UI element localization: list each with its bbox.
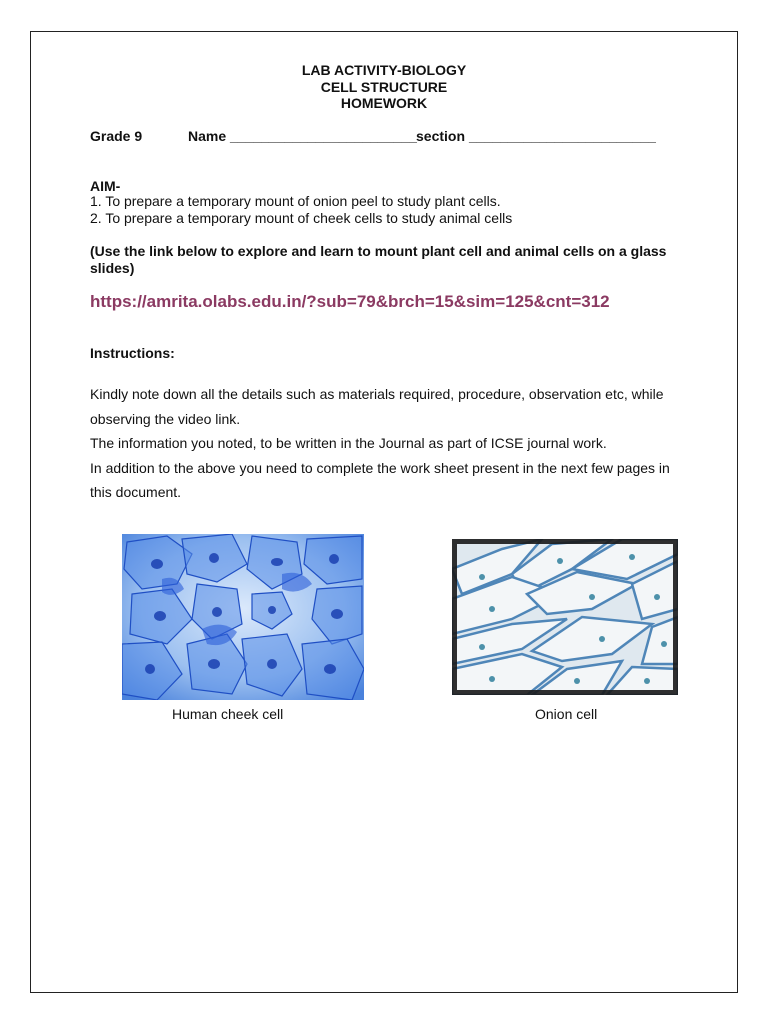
title-cell-structure: CELL STRUCTURE [320,79,448,95]
aim-item-1: 1. To prepare a temporary mount of onion peel to study plant cells. [90,193,501,209]
instructions-body [90,382,680,505]
name-label: Name [188,128,227,144]
aim-item-2: 2. To prepare a temporary mount of cheek cells to study animal cells [90,210,513,226]
instruction-line-5: this document. [90,484,182,500]
aim-heading: AIM- [90,178,121,194]
title-homework: HOMEWORK [340,95,428,111]
section-blank: ________________________ [469,128,656,144]
cheek-cell-caption: Human cheek cell [172,706,284,722]
instruction-line-4: In addition to the above you need to complete the work sheet present in the next few pages in [90,459,670,476]
onion-cell-caption: Onion cell [535,706,598,722]
title-lab-activity: LAB ACTIVITY-BIOLOGY [301,62,467,78]
note-line-2: slides) [90,260,135,276]
section-label: section [416,128,466,144]
instruction-line-3: The information you noted, to be written in the Journal as part of ICSE journal work. [90,435,607,451]
olabs-link[interactable]: https://amrita.olabs.edu.in/?sub=79&brch=15&sim=125&cnt=312 [90,292,610,311]
instructions-heading: Instructions: [90,345,175,361]
note-line-1: (Use the link below to explore and learn to mount plant cell and animal cells on a glass [90,243,667,259]
page-border [30,31,738,993]
onion-cell-image [452,539,678,695]
name-blank: ________________________ [230,128,417,144]
instruction-line-2: observing the video link. [90,410,241,427]
cheek-cell-image [122,534,364,700]
grade-label: Grade 9 [90,128,143,144]
instruction-line-1: Kindly note down all the details such as materials required, procedure, observation etc, while [90,386,664,402]
